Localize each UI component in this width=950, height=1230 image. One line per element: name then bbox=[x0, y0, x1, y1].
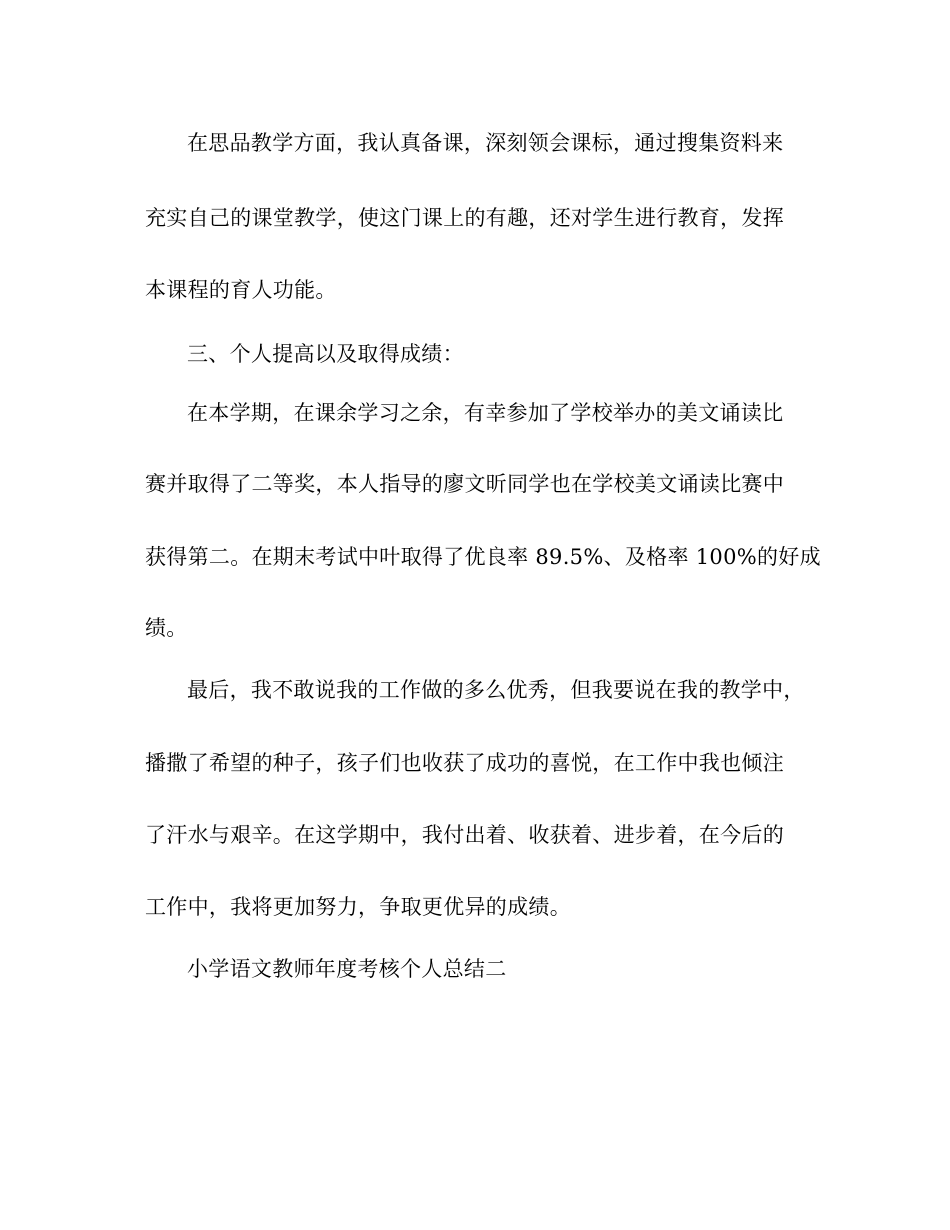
paragraph-line: 获得第二。在期末考试中叶取得了优良率 89.5%、及格率 100%的好成 bbox=[145, 545, 821, 569]
section-title: 小学语文教师年度考核个人总结二 bbox=[187, 957, 507, 981]
paragraph-line: 在本学期，在课余学习之余，有幸参加了学校举办的美文诵读比 bbox=[187, 401, 784, 425]
section-heading: 三、个人提高以及取得成绩： bbox=[187, 342, 464, 366]
paragraph-line: 工作中，我将更加努力，争取更优异的成绩。 bbox=[145, 895, 571, 919]
paragraph-line: 在思品教学方面，我认真备课，深刻领会课标，通过搜集资料来 bbox=[187, 131, 784, 155]
paragraph-line: 最后，我不敢说我的工作做的多么优秀，但我要说在我的教学中， bbox=[187, 678, 805, 702]
paragraph-line: 充实自己的课堂教学，使这门课上的有趣，还对学生进行教育，发挥 bbox=[145, 206, 784, 230]
paragraph-line: 赛并取得了二等奖，本人指导的廖文昕同学也在学校美文诵读比赛中 bbox=[145, 472, 784, 496]
paragraph-line: 了汗水与艰辛。在这学期中，我付出着、收获着、进步着，在今后的 bbox=[145, 823, 784, 847]
paragraph-line: 播撒了希望的种子，孩子们也收获了成功的喜悦，在工作中我也倾注 bbox=[145, 751, 784, 775]
paragraph-line: 本课程的育人功能。 bbox=[145, 278, 337, 302]
paragraph-line: 绩。 bbox=[145, 616, 188, 640]
